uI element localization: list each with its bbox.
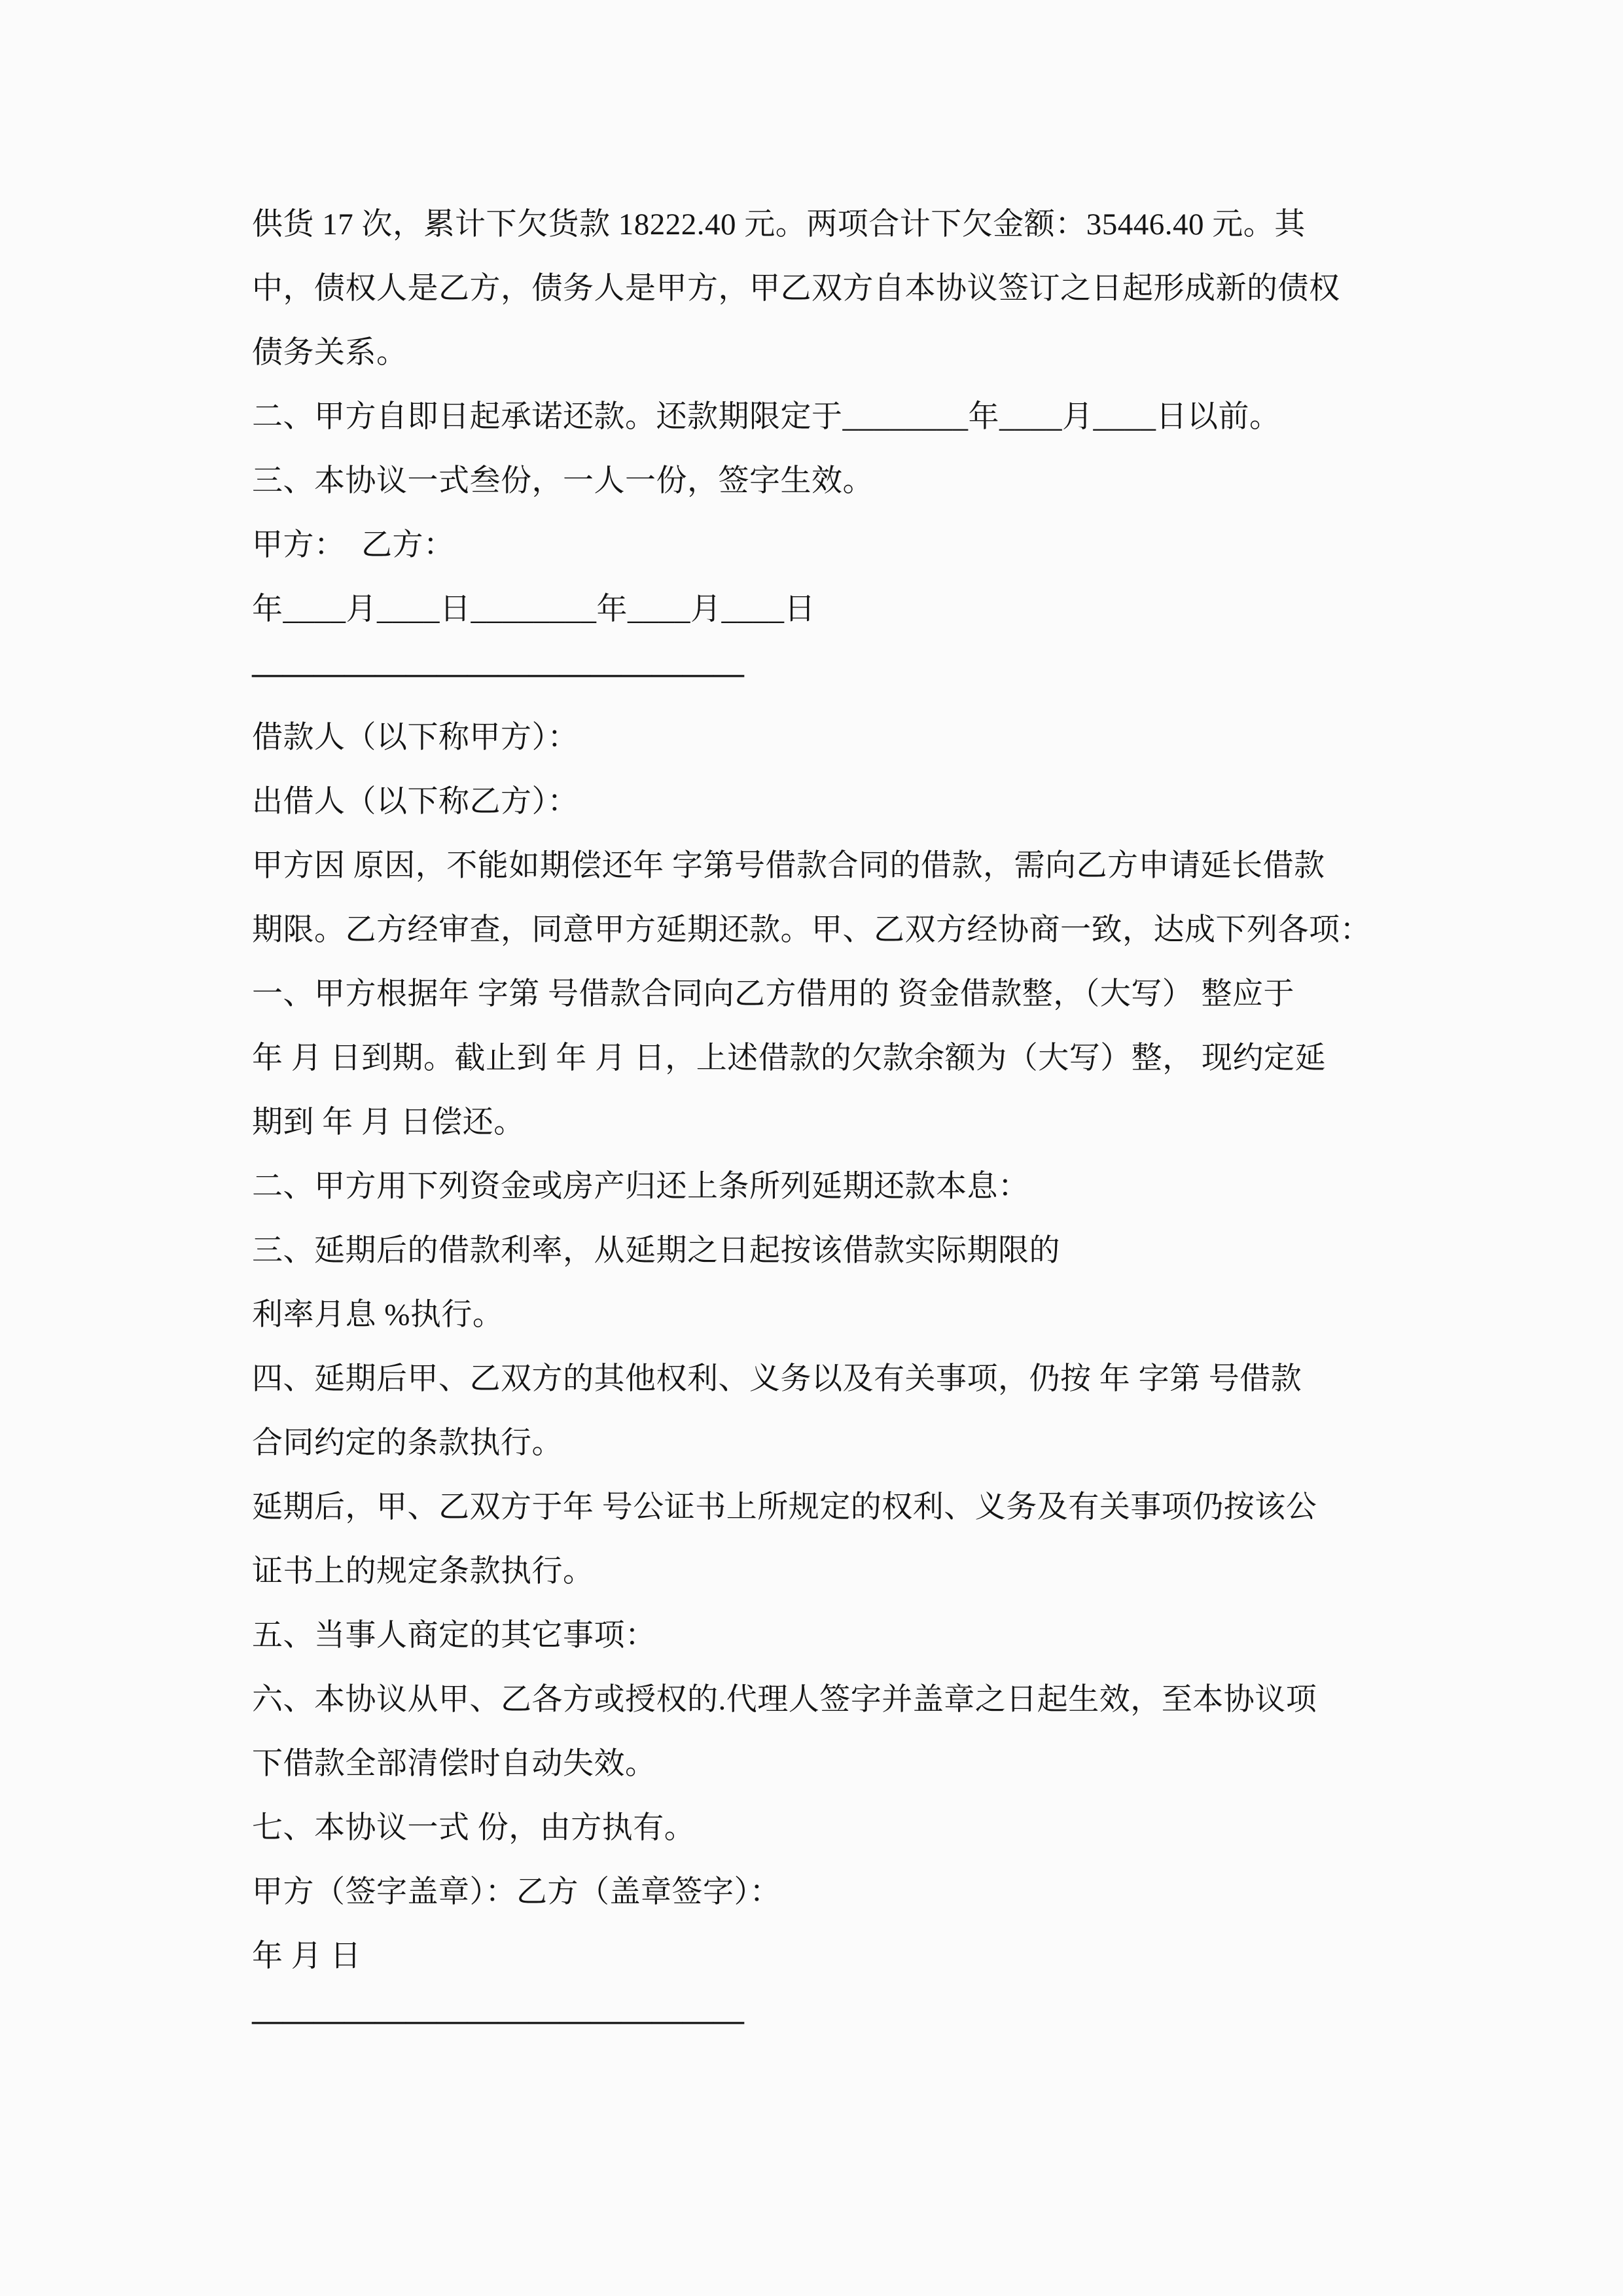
document-line: 一、甲方根据年 字第 号借款合同向乙方借用的 资金借款整，（大写） 整应于 xyxy=(252,977,1294,1011)
document-line: 供货 17 次，累计下欠货款 18222.40 元。两项合计下欠金额：35446.40 元。其 xyxy=(252,207,1306,242)
document-line: 七、本协议一式 份，由方执有。 xyxy=(252,1811,696,1845)
document-line: 六、本协议从甲、乙各方或授权的.代理人签字并盖章之日起生效，至本协议项 xyxy=(252,1683,1317,1717)
document-line: 合同约定的条款执行。 xyxy=(252,1426,563,1460)
document-line: 甲方因 原因，不能如期偿还年 字第号借款合同的借款，需向乙方申请延长借款 xyxy=(252,849,1325,883)
document-line: 利率月息 %执行。 xyxy=(252,1298,504,1332)
document-line: 下借款全部清偿时自动失效。 xyxy=(252,1747,656,1781)
document-line: 期限。乙方经审查，同意甲方延期还款。甲、乙双方经协商一致，达成下列各项： xyxy=(252,913,1371,947)
document-line: 借款人（以下称甲方）： xyxy=(252,721,579,755)
document-line: 年 月 日到期。截止到 年 月 日，上述借款的欠款余额为（大写）整， 现约定延 xyxy=(252,1041,1326,1075)
document-line: 五、当事人商定的其它事项： xyxy=(252,1619,656,1653)
document-content xyxy=(252,192,1378,2053)
document-line: 债务关系。 xyxy=(252,336,408,370)
document-line: 二、甲方自即日起承诺还款。还款期限定于________年____月____日以前。 xyxy=(252,400,1281,434)
document-line: 期到 年 月 日偿还。 xyxy=(252,1105,525,1139)
document-line: 甲方（签字盖章）：乙方（盖章签字）： xyxy=(252,1875,781,1909)
document-line: 年____月____日________年____月____日 xyxy=(252,592,815,626)
document-line: 延期后，甲、乙双方于年 号公证书上所规定的权利、义务及有关事项仍按该公 xyxy=(252,1490,1317,1524)
document-line: 四、延期后甲、乙双方的其他权利、义务以及有关事项，仍按 年 字第 号借款 xyxy=(252,1362,1302,1396)
document-line: 出借人（以下称乙方）： xyxy=(252,785,579,819)
divider-line: ———————————————— xyxy=(252,656,744,691)
document-line: 三、延期后的借款利率，从延期之日起按该借款实际期限的 xyxy=(252,1234,1060,1268)
document-line: 二、甲方用下列资金或房产归还上条所列延期还款本息： xyxy=(252,1170,1029,1204)
document-line: 证书上的规定条款执行。 xyxy=(252,1554,594,1588)
divider-line: ———————————————— xyxy=(252,2003,744,2037)
document-line: 年 月 日 xyxy=(252,1939,361,1973)
document-line: 三、本协议一式叁份，一人一份，签字生效。 xyxy=(252,464,874,498)
document-line: 中，债权人是乙方，债务人是甲方，甲乙双方自本协议签订之日起形成新的债权 xyxy=(252,272,1340,306)
document-line: 甲方： 乙方： xyxy=(252,528,455,562)
